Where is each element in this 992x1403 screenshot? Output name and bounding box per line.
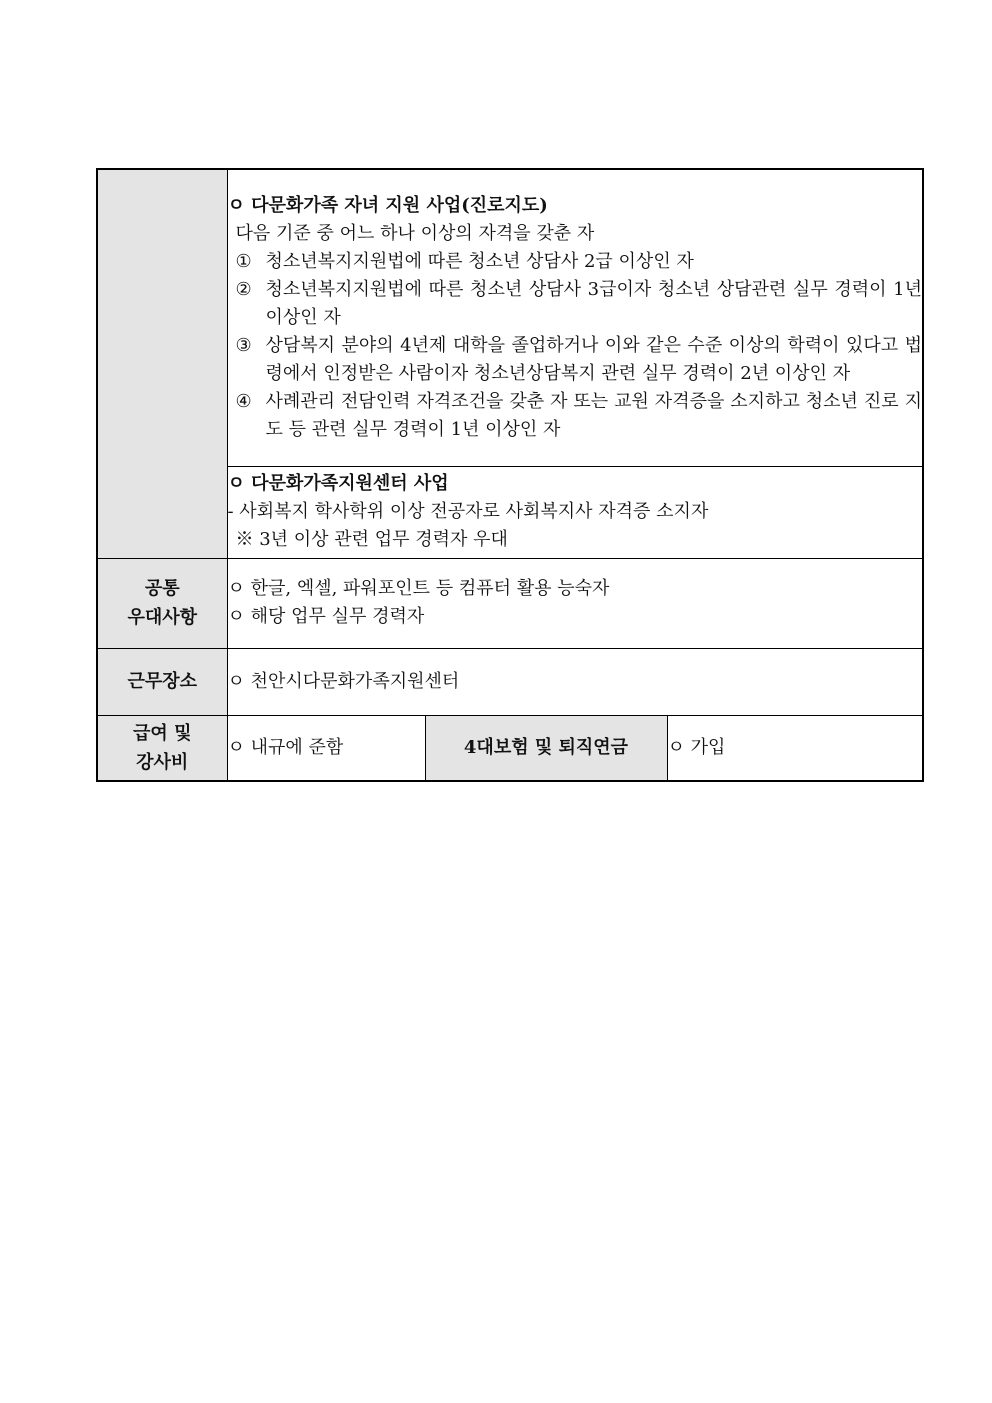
common-preference-item2: ㅇ 해당 업무 실무 경력자 [227, 606, 425, 627]
workplace-row [97, 648, 923, 715]
qualification-a-item [228, 276, 923, 332]
item-text: 사례관리 전담인력 자격조건을 갖춘 자 또는 교원 자격증을 소지하고 청소년 진로 지도 등 관련 실무 경력이 1년 이상인 자 [265, 390, 922, 440]
qualification-row-a [97, 169, 923, 466]
qualification-b-title: ㅇ 다문화가족지원센터 사업 [227, 473, 449, 494]
qualification-a-item [228, 332, 923, 388]
qualification-b-line2: ※ 3년 이상 관련 업무 경력자 우대 [235, 529, 508, 550]
qualification-b-line1: - 사회복지 학사학위 이상 전공자로 사회복지사 자격증 소지자 [227, 501, 709, 522]
qualification-a-title: ㅇ 다문화가족 자녀 지원 사업(진로지도) [227, 194, 548, 216]
common-preference-label-line2: 우대사항 [127, 607, 198, 628]
item-text: 청소년복지지원법에 따른 청소년 상담사 2급 이상인 자 [265, 250, 694, 272]
item-text: 상담복지 분야의 4년제 대학을 졸업하거나 이와 같은 수준 이상의 학력이 있다고 법령에서 인정받은 사람이자 청소년상담복지 관련 실무 경력이 2년 이상인 자 [265, 334, 922, 384]
salary-label-line1: 급여 및 [133, 722, 192, 744]
salary-row [97, 715, 923, 781]
common-preference-row [97, 558, 923, 648]
workplace-value: ㅇ 천안시다문화가족지원센터 [227, 648, 923, 715]
salary-label [97, 715, 227, 781]
common-preference-label-line1: 공통 [144, 578, 180, 599]
qualification-a-intro: 다음 기준 중 어느 하나 이상의 자격을 갖춘 자 [235, 222, 595, 244]
qualification-a-cell [227, 169, 923, 466]
qualification-a-item [228, 248, 923, 276]
common-preference-item1: ㅇ 한글, 엑셀, 파워포인트 등 컴퓨터 활용 능숙자 [227, 578, 610, 599]
item-number: ② [235, 278, 252, 300]
item-number: ① [235, 250, 252, 272]
workplace-label: 근무장소 [97, 648, 227, 715]
item-number: ④ [235, 390, 252, 412]
item-text: 청소년복지지원법에 따른 청소년 상담사 3급이자 청소년 상담관련 실무 경력이 1년 이상인 자 [265, 278, 922, 328]
common-preference-label [97, 558, 227, 648]
common-preference-cell [227, 558, 923, 648]
qualification-a-item [228, 388, 923, 444]
qualification-header-cell [97, 169, 227, 558]
insurance-label: 4대보험 및 퇴직연금 [425, 715, 667, 781]
recruitment-table [96, 168, 924, 782]
salary-label-line2: 강사비 [136, 751, 189, 773]
insurance-value: ㅇ 가입 [667, 715, 923, 781]
salary-value: ㅇ 내규에 준함 [227, 715, 425, 781]
qualification-b-cell [227, 466, 923, 558]
item-number: ③ [235, 334, 252, 356]
